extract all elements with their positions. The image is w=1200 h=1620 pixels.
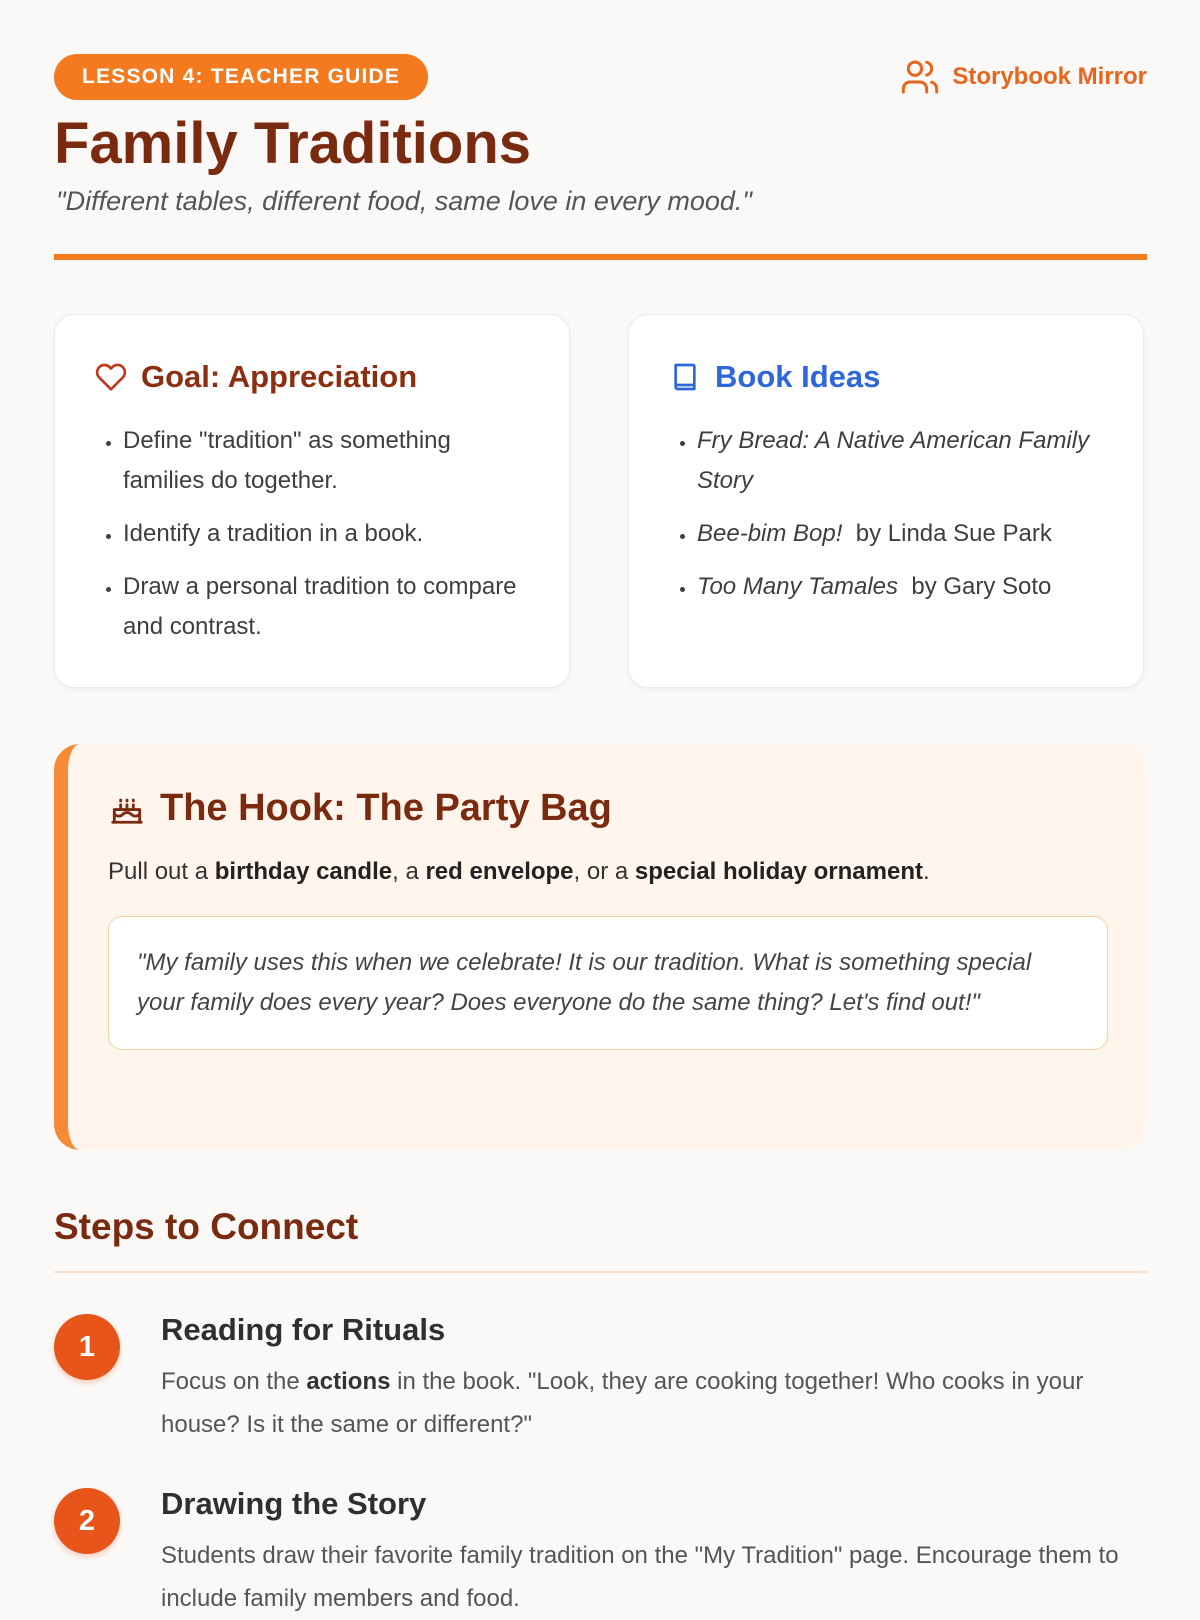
step-number: 1 xyxy=(54,1314,120,1380)
hook-text-part: , a xyxy=(392,858,426,885)
hook-item-envelope: red envelope xyxy=(425,858,574,885)
hook-text-part: Pull out a xyxy=(108,858,215,885)
cake-icon xyxy=(108,789,146,827)
hook-item-candle: birthday candle xyxy=(214,858,393,885)
step-body-text: Focus on the xyxy=(161,1368,307,1395)
brand-link[interactable] xyxy=(900,58,1147,96)
hook-title: The Hook: The Party Bag xyxy=(160,786,612,829)
book-ideas-header xyxy=(669,355,1103,399)
steps-divider xyxy=(54,1271,1147,1273)
book-title: Bee-bim Bop! xyxy=(697,520,843,547)
book-item xyxy=(697,514,1103,554)
goal-item: • Draw a personal tradition to compare and contrast. xyxy=(123,567,529,647)
users-icon xyxy=(900,57,940,97)
book-ideas-title: Book Ideas xyxy=(715,359,881,394)
book-author: by Linda Sue Park xyxy=(855,520,1052,547)
hook-text-part: , or a xyxy=(573,858,635,885)
book-ideas-card xyxy=(628,314,1144,688)
book-item xyxy=(697,421,1103,501)
hook-text-part: . xyxy=(922,858,930,885)
hook-header xyxy=(108,784,1109,832)
page-subtitle: "Different tables, different food, same love in every mood." xyxy=(56,186,753,216)
hook-quote: "My family uses this when we celebrate! It is our tradition. What is something special your family does every year? Does everyone do the same thing? Let's find out!" xyxy=(108,916,1108,1050)
step-title: Drawing the Story xyxy=(161,1486,427,1521)
goal-card xyxy=(54,314,570,688)
lesson-badge: LESSON 4: TEACHER GUIDE xyxy=(54,54,428,100)
book-author: by Gary Soto xyxy=(911,573,1052,600)
goal-list xyxy=(95,421,529,647)
brand-name: Storybook Mirror xyxy=(952,63,1147,90)
goal-card-header xyxy=(95,355,529,399)
step-number: 2 xyxy=(54,1488,120,1554)
book-list xyxy=(669,421,1103,607)
hook-section xyxy=(54,744,1147,1150)
book-icon xyxy=(669,361,701,393)
page-title: Family Traditions xyxy=(54,111,531,176)
header-divider xyxy=(54,254,1147,260)
book-title: Fry Bread: A Native American Family Story xyxy=(697,427,1090,494)
steps-title: Steps to Connect xyxy=(54,1206,359,1247)
goal-item: • Identify a tradition in a book. xyxy=(123,514,529,554)
hook-item-ornament: special holiday ornament xyxy=(634,858,923,885)
step-body-text: Students draw their favorite family tradition on the "My Tradition" page. Encourage them to include family members and food. xyxy=(161,1542,1119,1612)
heart-icon xyxy=(95,361,127,393)
step-body xyxy=(161,1360,1151,1446)
step-body xyxy=(161,1534,1151,1620)
goal-card-title: Goal: Appreciation xyxy=(141,359,418,394)
book-title: Too Many Tamales xyxy=(697,573,898,600)
step-body-text: in the book. "Look, they are cooking together! Who cooks in your house? Is it the same or different?" xyxy=(161,1368,1084,1438)
hook-instructions xyxy=(108,858,1109,886)
step-title: Reading for Rituals xyxy=(161,1312,446,1347)
goal-item: • Define "tradition" as something families do together. xyxy=(123,421,529,501)
book-item xyxy=(697,567,1103,607)
step-body-emphasis: actions xyxy=(306,1368,391,1395)
